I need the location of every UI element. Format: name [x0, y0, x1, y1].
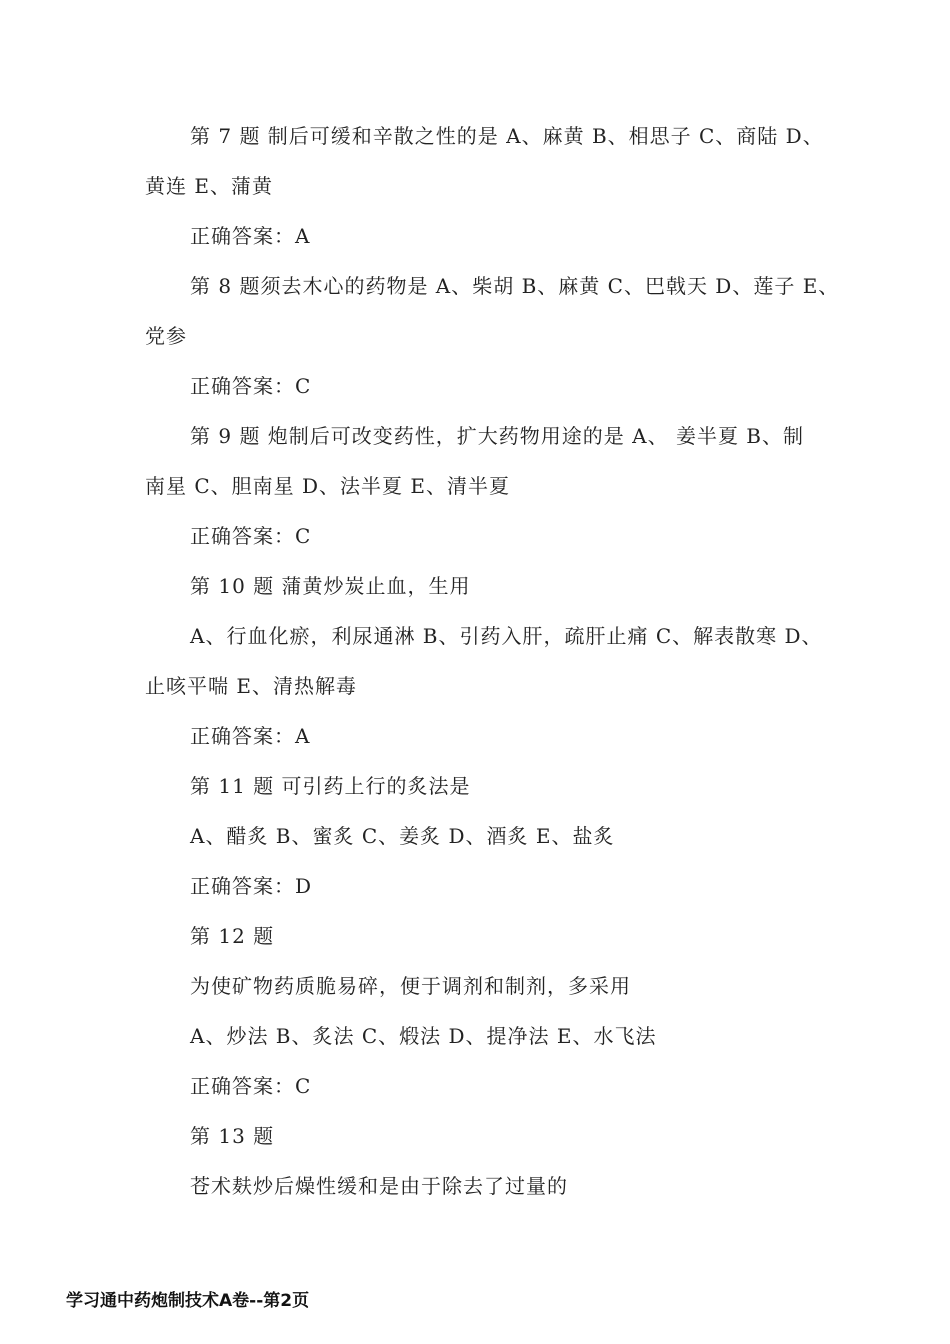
- text-line: 正确答案：A: [190, 224, 311, 248]
- text-line: 第 9 题 炮制后可改变药性，扩大药物用途的是 A、 姜半夏 B、制: [190, 424, 805, 448]
- text-line: 正确答案：C: [190, 1074, 312, 1098]
- text-line: 第 13 题: [190, 1124, 275, 1148]
- text-line: A、行血化瘀，利尿通淋 B、引药入肝，疏肝止痛 C、解表散寒 D、: [190, 624, 823, 648]
- document-body: [145, 111, 840, 1211]
- text-line: 正确答案：A: [190, 724, 311, 748]
- text-line: 黄连 E、蒲黄: [145, 174, 273, 198]
- text-line: 正确答案：C: [190, 524, 312, 548]
- text-line: 第 8 题须去木心的药物是 A、柴胡 B、麻黄 C、巴戟天 D、莲子 E、: [190, 274, 840, 298]
- text-line: 第 10 题 蒲黄炒炭止血，生用: [190, 574, 471, 598]
- text-line: A、醋炙 B、蜜炙 C、姜炙 D、酒炙 E、盐炙: [190, 824, 615, 848]
- text-line: 第 11 题 可引药上行的炙法是: [190, 774, 471, 798]
- text-line: 苍术麸炒后燥性缓和是由于除去了过量的: [190, 1174, 568, 1198]
- text-line: 第 12 题: [190, 924, 275, 948]
- text-line: 南星 C、胆南星 D、法半夏 E、清半夏: [145, 474, 511, 498]
- text-line: 正确答案：D: [190, 874, 313, 898]
- text-line: 正确答案：C: [190, 374, 312, 398]
- text-line: 第 7 题 制后可缓和辛散之性的是 A、麻黄 B、相思子 C、商陆 D、: [190, 124, 824, 148]
- text-line: 党参: [145, 324, 187, 348]
- text-line: 为使矿物药质脆易碎，便于调剂和制剂，多采用: [190, 974, 631, 998]
- text-line: 止咳平喘 E、清热解毒: [145, 674, 357, 698]
- text-line: A、炒法 B、炙法 C、煅法 D、提净法 E、水飞法: [190, 1024, 657, 1048]
- page-footer: 学习通中药炮制技术A卷--第2页: [66, 1291, 310, 1311]
